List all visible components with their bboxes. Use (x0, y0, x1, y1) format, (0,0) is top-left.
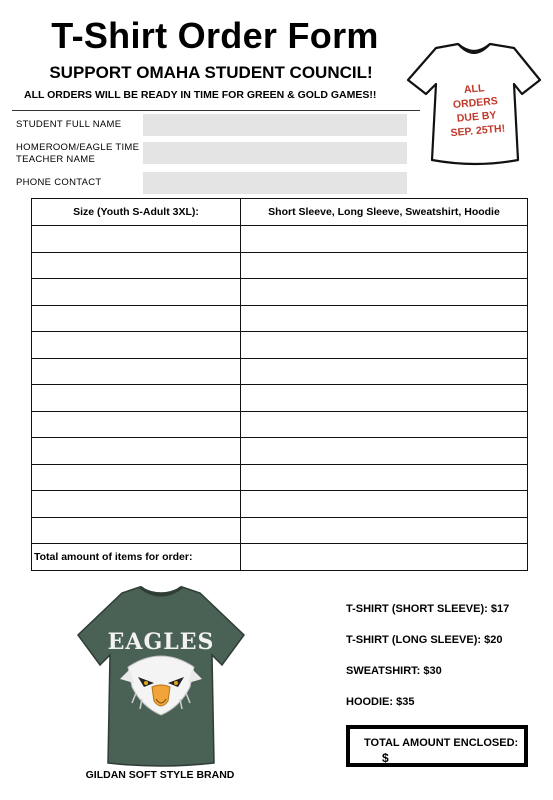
table-row (32, 385, 528, 412)
table-row (32, 358, 528, 385)
eagles-shirt-image (72, 583, 250, 769)
due-date-tshirt-icon (406, 40, 542, 170)
student-name-label: STUDENT FULL NAME (16, 119, 122, 130)
size-cell[interactable] (32, 279, 241, 306)
size-cell[interactable] (32, 517, 241, 544)
total-items-row (32, 544, 528, 571)
due-text-line-4: SEP. 25TH! (450, 122, 506, 140)
table-row (32, 517, 528, 544)
size-cell[interactable] (32, 491, 241, 518)
table-row (32, 411, 528, 438)
size-cell[interactable] (32, 438, 241, 465)
style-cell[interactable] (241, 385, 528, 412)
page-title: T-Shirt Order Form (51, 15, 379, 56)
phone-contact-label: PHONE CONTACT (16, 177, 102, 188)
size-cell[interactable] (32, 358, 241, 385)
style-cell[interactable] (241, 332, 528, 359)
total-amount-label: TOTAL AMOUNT ENCLOSED: (364, 737, 519, 749)
size-cell[interactable] (32, 305, 241, 332)
teacher-name-field[interactable] (143, 142, 407, 164)
style-cell[interactable] (241, 252, 528, 279)
style-cell[interactable] (241, 464, 528, 491)
size-cell[interactable] (32, 464, 241, 491)
table-row (32, 226, 528, 253)
brand-caption: GILDAN SOFT STYLE BRAND (85, 769, 235, 781)
style-column-header: Short Sleeve, Long Sleeve, Sweatshirt, Hoodie (241, 199, 528, 226)
student-name-field[interactable] (143, 114, 407, 136)
price-long-sleeve: T-SHIRT (LONG SLEEVE): $20 (346, 634, 503, 646)
table-row (32, 252, 528, 279)
table-row (32, 464, 528, 491)
total-items-label: Total amount of items for order: (32, 544, 241, 571)
total-items-cell[interactable] (241, 544, 528, 571)
price-hoodie: HOODIE: $35 (346, 696, 415, 708)
style-cell[interactable] (241, 358, 528, 385)
table-row (32, 438, 528, 465)
page-subtitle: SUPPORT OMAHA STUDENT COUNCIL! (49, 63, 373, 82)
size-cell[interactable] (32, 332, 241, 359)
header-divider (12, 110, 420, 111)
phone-contact-field[interactable] (143, 172, 407, 194)
teacher-name-label: HOMEROOM/EAGLE TIME TEACHER NAME (16, 142, 140, 165)
price-sweatshirt: SWEATSHIRT: $30 (346, 665, 442, 677)
due-text-line-1: ALL (463, 82, 485, 96)
size-cell[interactable] (32, 226, 241, 253)
table-header-row (32, 199, 528, 226)
style-cell[interactable] (241, 438, 528, 465)
style-cell[interactable] (241, 279, 528, 306)
ready-notice: ALL ORDERS WILL BE READY IN TIME FOR GREEN & GOLD GAMES!! (24, 89, 377, 101)
style-cell[interactable] (241, 305, 528, 332)
table-row (32, 279, 528, 306)
size-cell[interactable] (32, 252, 241, 279)
order-table (31, 198, 528, 571)
table-row (32, 332, 528, 359)
size-cell[interactable] (32, 411, 241, 438)
table-row (32, 305, 528, 332)
size-cell[interactable] (32, 385, 241, 412)
due-text-line-3: DUE BY (456, 109, 497, 125)
table-row (32, 491, 528, 518)
price-short-sleeve: T-SHIRT (SHORT SLEEVE): $17 (346, 603, 510, 615)
style-cell[interactable] (241, 226, 528, 253)
size-column-header: Size (Youth S-Adult 3XL): (32, 199, 241, 226)
style-cell[interactable] (241, 517, 528, 544)
eagles-shirt-text: EAGLES (107, 629, 215, 655)
total-amount-currency: $ (382, 751, 389, 765)
style-cell[interactable] (241, 411, 528, 438)
total-amount-box[interactable] (346, 725, 528, 767)
style-cell[interactable] (241, 491, 528, 518)
due-text-line-2: ORDERS (452, 95, 499, 111)
